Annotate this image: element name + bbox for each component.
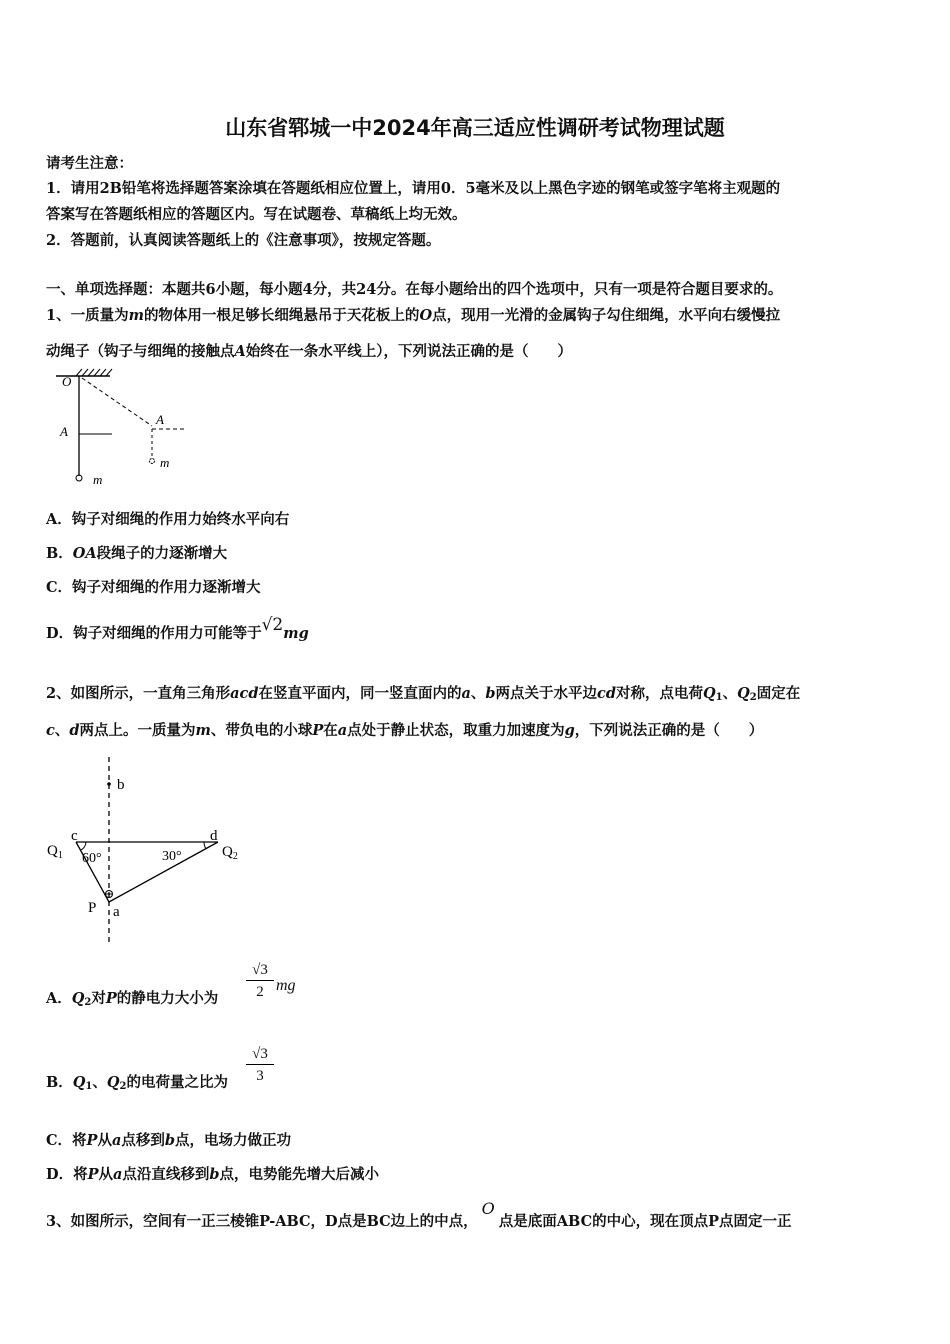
label-m-displaced: m: [160, 455, 170, 470]
label-Q1: $Q_1$: [47, 843, 63, 861]
label-d: d: [210, 828, 218, 844]
label-c: c: [71, 828, 78, 844]
q1-stem-line-1: 1、一质量为m的物体用一根足够长细绳悬吊于天花板上的O点，现用一光滑的金属钩子勾住细绳，水平向右缓慢拉: [46, 307, 781, 324]
rope-displaced: [82, 378, 152, 426]
label-A-right: A: [156, 412, 164, 427]
q2-option-c: C．将P从a点移到b点，电场力做正功: [46, 1132, 291, 1149]
mass-displaced: [150, 459, 155, 464]
label-A-left: A: [60, 424, 68, 439]
point-b: [107, 782, 111, 786]
label-Q2: $Q_2$: [222, 844, 238, 862]
label-P: P: [88, 900, 97, 916]
q2-stem-line-2: c、d两点上。一质量为m、带负电的小球P在a点处于静止状态，取重力加速度为g，下列说法正确的是（ ）: [46, 722, 764, 739]
angle-30-arc: [204, 842, 206, 849]
label-O: O: [62, 374, 72, 389]
q1-option-a: A．钩子对细绳的作用力始终水平向右: [46, 511, 290, 528]
q1-option-b: B．OA段绳子的力逐渐增大: [46, 545, 228, 562]
notice-line-3: 2．答题前，认真阅读答题纸上的《注意事项》，按规定答题。: [46, 232, 441, 249]
q1-stem-line-2: 动绳子（钩子与细绳的接触点A始终在一条水平线上），下列说法正确的是（ ）: [46, 343, 573, 360]
q2-option-d: D．将P从a点沿直线移到b点，电势能先增大后减小: [46, 1166, 380, 1183]
q1-option-d: D．钩子对细绳的作用力可能等于√2mg: [46, 615, 309, 642]
label-angle-30: 30°: [162, 849, 182, 864]
sqrt2: √2: [261, 615, 284, 635]
q2-option-a-mg: mg: [276, 977, 296, 994]
label-angle-60: 60°: [82, 851, 102, 866]
q3-stem-line-1: 3、如图所示，空间有一正三棱锥P-ABC，D点是BC边上的中点，O点是底面ABC的中心，现在顶点P点固定一正: [46, 1199, 792, 1230]
q2-option-a-fraction: $\frac{√3}{2}$: [246, 960, 274, 1003]
q1-figure: [50, 366, 200, 491]
notice-line-1: 1．请用2B铅笔将选择题答案涂填在答题纸相应位置上，请用0．5毫米及以上黑色字迹的钢笔或签字笔将主观题的: [46, 180, 781, 197]
label-a: a: [113, 904, 120, 920]
q2-option-b: B．$Q_1$、$Q_2$的电荷量之比为: [46, 1074, 228, 1092]
q2-option-b-fraction: $\frac{√3}{3}$: [246, 1044, 274, 1087]
notice-line-2: 答案写在答题纸相应的答题区内。写在试题卷、草稿纸上均无效。: [46, 206, 467, 223]
q2-stem-line-1: 2、如图所示，一直角三角形acd在竖直平面内，同一竖直面内的a、b两点关于水平边cd对称，点电荷$Q_1$、$Q_2$固定在: [46, 685, 801, 703]
section-heading: 一、单项选择题：本题共6小题，每小题4分，共24分。在每小题给出的四个选项中，只有一项是符合题目要求的。: [46, 281, 783, 298]
label-m-initial: m: [93, 472, 103, 487]
label-b: b: [117, 777, 125, 793]
notice-heading: 请考生注意：: [46, 155, 133, 172]
q1-option-c: C．钩子对细绳的作用力逐渐增大: [46, 579, 261, 596]
angle-60-arc: [81, 842, 86, 850]
q2-option-a: A．$Q_2$对P的静电力大小为: [46, 990, 219, 1008]
q2-figure: [40, 752, 260, 947]
ceiling-hatch: [76, 369, 112, 376]
page-title: 山东省郓城一中2024年高三适应性调研考试物理试题: [225, 116, 725, 140]
